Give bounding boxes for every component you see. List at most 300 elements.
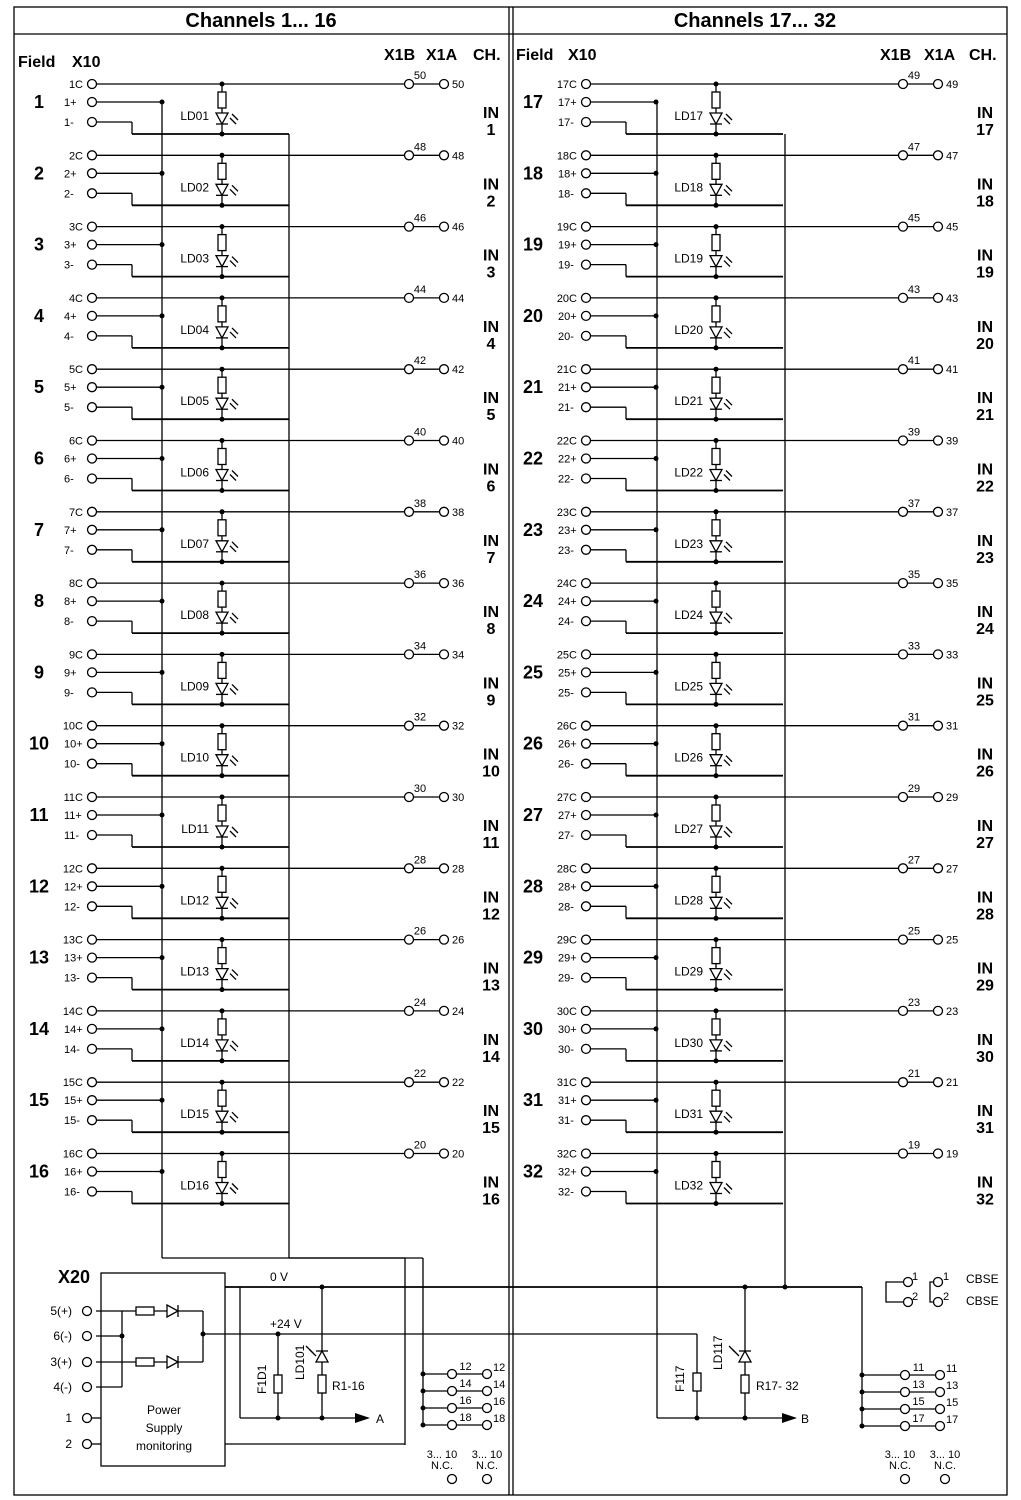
in-label: IN	[483, 1174, 499, 1192]
pair-terminal-b	[448, 1387, 457, 1396]
led-ray	[726, 542, 732, 548]
terminal-label-minus: 6-	[64, 473, 74, 486]
x1a-number: 46	[452, 221, 465, 234]
x1a-terminal	[440, 1006, 449, 1015]
channel-label: 1	[486, 122, 496, 139]
terminal-label-plus: 21+	[558, 382, 577, 395]
resistor-icon	[218, 805, 226, 821]
x1b-terminal	[405, 80, 414, 89]
arrow-a-label: A	[376, 1412, 385, 1426]
in-label: IN	[977, 247, 993, 265]
channel-number: 16	[28, 1161, 50, 1182]
led-icon	[216, 541, 228, 552]
led-icon	[216, 755, 228, 766]
node	[220, 1201, 225, 1206]
led-icon	[216, 113, 228, 124]
x1b-number: 38	[413, 497, 427, 510]
cbse-pin1-left: 1	[912, 1271, 919, 1283]
led-icon	[216, 470, 228, 481]
terminal-label-plus: 6+	[64, 453, 77, 466]
led-ray	[724, 831, 730, 837]
node	[714, 417, 719, 422]
terminal-label-minus: 30-	[558, 1043, 574, 1056]
node	[654, 741, 659, 746]
x10-terminal-minus	[582, 831, 591, 840]
x1b-number: 45	[907, 212, 921, 225]
in-label: IN	[483, 818, 499, 835]
terminal-label-c: 30C	[556, 1005, 577, 1018]
x1b-number: 47	[907, 141, 921, 154]
terminal-label-plus: 10+	[64, 738, 83, 751]
led-icon	[216, 1111, 228, 1122]
node	[714, 845, 719, 850]
x10-terminal-c	[582, 935, 591, 944]
terminal-label-c: 7C	[68, 506, 83, 519]
terminal-label-plus: 23+	[558, 524, 577, 537]
channel-24	[523, 569, 994, 638]
x1a-number: 27	[946, 863, 959, 876]
led-ray	[230, 1188, 236, 1194]
terminal-label-plus: 16+	[64, 1166, 83, 1179]
resistor-icon	[218, 948, 226, 964]
x10-terminal-c	[88, 793, 97, 802]
led-ray	[724, 902, 730, 908]
terminal-label-c: 16C	[62, 1148, 83, 1161]
x20-terminal-label: 5(+)	[50, 1304, 72, 1318]
led-label: LD04	[180, 322, 209, 337]
resistor-icon	[218, 235, 226, 251]
terminal-label-plus: 31+	[558, 1095, 577, 1108]
channel-16	[29, 1140, 500, 1209]
pair-terminal-b	[901, 1388, 910, 1397]
led-icon	[216, 327, 228, 338]
terminal-label-plus: 18+	[558, 168, 577, 181]
x1a-number: 24	[452, 1005, 465, 1018]
x10-terminal-plus	[582, 454, 591, 463]
resistor-icon	[712, 1019, 720, 1035]
node	[220, 845, 225, 850]
node	[220, 916, 225, 921]
in-label: IN	[483, 1031, 499, 1049]
resistor-icon	[712, 449, 720, 465]
led-icon	[710, 826, 722, 837]
led-icon	[710, 1040, 722, 1051]
cbse-pin2-right: 2	[943, 1291, 950, 1303]
x10-terminal-minus	[88, 189, 97, 198]
x1b-number: 29	[907, 783, 921, 795]
terminal-label-c: 23C	[556, 506, 577, 519]
node	[714, 488, 719, 493]
in-label: IN	[483, 247, 499, 265]
in-label: IN	[977, 176, 993, 194]
terminal-label-minus: 26-	[558, 758, 574, 771]
terminal-label-minus: 11-	[64, 830, 80, 842]
node	[654, 1026, 659, 1031]
x1b-number: 24	[413, 996, 427, 1009]
terminal-label-minus: 19-	[558, 259, 574, 272]
nc-terminal	[483, 1475, 492, 1484]
in-label: IN	[483, 105, 499, 122]
terminal-label-c: 3C	[68, 221, 83, 234]
x1b-number: 30	[413, 783, 427, 795]
channel-label: 20	[976, 335, 994, 353]
led-icon	[216, 612, 228, 623]
fuse-f1d1-icon	[274, 1375, 282, 1393]
x1b-number: 20	[413, 1139, 427, 1152]
x1a-terminal	[440, 365, 449, 374]
pair-number-a: 16	[493, 1396, 506, 1408]
x10-terminal-plus	[582, 311, 591, 320]
led-icon	[216, 683, 228, 694]
led-ray	[230, 688, 236, 694]
x1a-terminal	[934, 864, 943, 873]
channel-number: 15	[28, 1090, 50, 1111]
x1a-number: 35	[946, 578, 959, 591]
x1a-number: 49	[946, 79, 959, 91]
col-x1a-left: X1A	[426, 47, 458, 64]
x1a-terminal	[934, 935, 943, 944]
channel-number: 3	[33, 234, 45, 255]
node	[220, 203, 225, 208]
channel-label: 26	[976, 763, 994, 781]
resistor-icon	[218, 876, 226, 892]
x1a-number: 50	[452, 79, 465, 91]
terminal-label-minus: 28-	[558, 901, 574, 914]
channel-label: 13	[482, 977, 500, 995]
channel-label: 28	[976, 906, 994, 924]
terminal-label-minus: 32-	[558, 1186, 574, 1199]
node	[654, 456, 659, 461]
x10-terminal-c	[582, 222, 591, 231]
terminal-label-c: 32C	[556, 1148, 577, 1161]
x1a-terminal	[440, 650, 449, 659]
node	[421, 1389, 426, 1394]
led-ray	[230, 118, 236, 124]
node	[695, 1416, 700, 1421]
led-ld117-icon	[739, 1351, 751, 1362]
channel-31	[523, 1068, 994, 1137]
resistor-icon	[712, 235, 720, 251]
resistor-icon	[218, 449, 226, 465]
resistor-icon	[218, 734, 226, 750]
led-icon	[710, 897, 722, 908]
channel-12	[29, 854, 500, 923]
x10-terminal-plus	[582, 240, 591, 249]
led-ray	[726, 185, 732, 191]
terminal-label-minus: 10-	[64, 758, 80, 771]
led-label: LD02	[180, 180, 209, 195]
terminal-label-c: 6C	[68, 435, 83, 448]
cbse-pin2-left: 2	[912, 1291, 919, 1303]
channel-label: 8	[486, 621, 496, 639]
led-ray	[232, 542, 238, 548]
resistor-icon	[712, 876, 720, 892]
x1a-terminal	[440, 1078, 449, 1087]
led-label: LD29	[674, 964, 703, 979]
resistor-icon	[218, 306, 226, 322]
in-label: IN	[483, 604, 499, 622]
r1-16-label: R1-16	[332, 1379, 365, 1393]
cbse-terminal	[934, 1298, 943, 1307]
led-icon	[710, 256, 722, 267]
node	[714, 345, 719, 350]
led-label: LD21	[674, 394, 703, 409]
power-box-line3: monitoring	[135, 1439, 193, 1453]
channel-label: 18	[976, 193, 994, 211]
channel-9	[34, 640, 499, 709]
terminal-label-plus: 5+	[64, 382, 77, 395]
x10-terminal-minus	[582, 545, 591, 554]
node	[714, 631, 719, 636]
zero-v-label: 0 V	[270, 1270, 289, 1284]
x1b-terminal	[405, 1149, 414, 1158]
channel-number: 31	[522, 1090, 544, 1111]
channel-22	[523, 427, 994, 496]
x1b-terminal	[405, 151, 414, 160]
terminal-label-plus: 25+	[558, 667, 577, 680]
node	[860, 1390, 865, 1395]
channel-number: 18	[522, 163, 544, 184]
led-ray	[230, 760, 236, 766]
led-ray	[232, 257, 238, 263]
led-ray	[726, 399, 732, 405]
terminal-label-plus: 11+	[64, 810, 82, 822]
terminal-label-c: 21C	[556, 364, 577, 377]
x10-terminal-minus	[88, 759, 97, 768]
x1a-terminal	[440, 222, 449, 231]
led-ray	[232, 1041, 238, 1047]
x10-terminal-plus	[88, 525, 97, 534]
power-box-line2: Supply	[145, 1421, 183, 1435]
channel-number: 23	[522, 519, 544, 540]
x1b-terminal	[899, 1078, 908, 1087]
x10-terminal-c	[582, 793, 591, 802]
x1a-terminal	[440, 1149, 449, 1158]
terminal-label-minus: 4-	[64, 330, 74, 343]
led-label: LD10	[180, 750, 209, 765]
terminal-label-c: 13C	[62, 934, 83, 947]
channel-number: 22	[522, 448, 544, 469]
terminal-label-c: 15C	[62, 1077, 83, 1090]
nc-range-left-b: 3... 10	[426, 1449, 458, 1461]
terminal-label-minus: 18-	[558, 188, 574, 201]
resistor-r1-16-icon	[318, 1375, 326, 1393]
x10-terminal-plus	[88, 454, 97, 463]
led-label: LD17	[674, 109, 703, 123]
x1b-number: 21	[907, 1068, 921, 1081]
terminal-label-c: 9C	[68, 649, 83, 662]
cbse-terminal	[934, 1278, 943, 1287]
x10-terminal-plus	[582, 525, 591, 534]
led-ray	[232, 328, 238, 334]
resistor-icon	[218, 520, 226, 536]
cbse-label-2: CBSE	[966, 1294, 999, 1308]
terminal-label-c: 4C	[68, 292, 83, 305]
led-ray	[724, 617, 730, 623]
terminal-label-c: 31C	[556, 1077, 577, 1090]
x10-terminal-minus	[88, 902, 97, 911]
x20-terminal-label: 1	[65, 1411, 72, 1425]
nc-range-left-a: 3... 10	[471, 1449, 503, 1461]
x10-terminal-c	[88, 365, 97, 374]
led-label: LD24	[674, 608, 703, 623]
channel-label: 15	[482, 1120, 500, 1138]
resistor-icon	[712, 805, 720, 821]
node	[654, 813, 659, 818]
x10-terminal-plus	[88, 1024, 97, 1033]
terminal-label-minus: 9-	[64, 687, 74, 700]
x10-terminal-minus	[88, 118, 97, 127]
x1b-number: 23	[907, 996, 921, 1009]
x10-terminal-minus	[582, 403, 591, 412]
channel-label: 23	[976, 549, 994, 567]
terminal-label-c: 25C	[556, 649, 577, 662]
x1b-number: 34	[413, 640, 427, 653]
channel-label: 9	[486, 692, 496, 710]
node	[714, 987, 719, 992]
x1a-number: 38	[452, 506, 465, 519]
terminal-label-minus: 24-	[558, 616, 574, 629]
node	[220, 773, 225, 778]
led-ray	[232, 756, 238, 762]
x1b-number: 27	[907, 854, 921, 867]
resistor-icon	[218, 163, 226, 179]
led-ray	[724, 475, 730, 481]
terminal-label-minus: 13-	[64, 972, 80, 985]
x1b-terminal	[899, 436, 908, 445]
cbse-label-1: CBSE	[966, 1272, 999, 1286]
in-label: IN	[483, 1103, 499, 1121]
channel-number: 27	[522, 805, 544, 825]
node	[421, 1372, 426, 1377]
node	[654, 385, 659, 390]
x1a-number: 37	[946, 506, 959, 519]
channel-number: 24	[522, 591, 544, 612]
pair-number-b: 11	[912, 1362, 925, 1374]
node	[421, 1406, 426, 1411]
pair-terminal-b	[448, 1421, 457, 1430]
col-x1b-left: X1B	[384, 47, 416, 64]
x1b-number: 31	[907, 711, 921, 724]
terminal-label-plus: 13+	[64, 952, 83, 965]
x1b-terminal	[405, 579, 414, 588]
terminal-label-plus: 26+	[558, 738, 577, 751]
resistor-icon	[712, 591, 720, 607]
channel-number: 26	[522, 733, 544, 754]
channel-number: 13	[28, 947, 50, 968]
terminal-label-plus: 4+	[64, 310, 77, 323]
x1b-terminal	[899, 293, 908, 302]
node	[714, 773, 719, 778]
channel-label: 11	[482, 835, 500, 852]
channel-29	[523, 926, 994, 995]
terminal-label-plus: 30+	[558, 1023, 577, 1036]
channel-label: 21	[976, 407, 994, 425]
x10-terminal-plus	[88, 668, 97, 677]
channel-label: 4	[486, 335, 496, 353]
x1b-terminal	[405, 365, 414, 374]
led-label: LD12	[180, 893, 209, 908]
x1b-terminal	[405, 1006, 414, 1015]
x10-terminal-plus	[88, 1167, 97, 1176]
led-icon	[710, 755, 722, 766]
pair-terminal-a	[483, 1421, 492, 1430]
x10-terminal-minus	[88, 545, 97, 554]
x10-terminal-c	[88, 151, 97, 160]
x20-terminal-label: 4(-)	[53, 1380, 72, 1394]
channel-23	[523, 498, 994, 567]
x10-terminal-minus	[88, 260, 97, 269]
power-box-line1: Power	[146, 1403, 182, 1417]
in-label: IN	[977, 889, 993, 907]
node	[860, 1407, 865, 1412]
terminal-label-c: 18C	[556, 150, 577, 163]
led-ray	[724, 688, 730, 694]
in-label: IN	[483, 176, 499, 194]
x1b-terminal	[899, 1006, 908, 1015]
channel-20	[523, 284, 994, 353]
in-label: IN	[977, 318, 993, 336]
x1b-terminal	[405, 507, 414, 516]
terminal-label-minus: 5-	[64, 402, 74, 415]
terminal-label-minus: 8-	[64, 616, 74, 629]
x1a-number: 47	[946, 150, 959, 163]
node	[860, 1373, 865, 1378]
x20-terminal-label: 6(-)	[53, 1329, 72, 1343]
terminal-label-plus: 22+	[558, 453, 577, 466]
led-icon	[710, 398, 722, 409]
resistor-icon	[218, 591, 226, 607]
x1a-number: 22	[452, 1077, 465, 1090]
node	[220, 417, 225, 422]
x10-terminal-c	[88, 436, 97, 445]
led-ld101-icon	[316, 1351, 328, 1362]
x10-terminal-c	[88, 222, 97, 231]
x10-terminal-c	[88, 650, 97, 659]
x1b-terminal	[899, 935, 908, 944]
channel-label: 30	[976, 1048, 994, 1066]
led-ray	[726, 613, 732, 619]
led-ray	[726, 1184, 732, 1190]
terminal-label-minus: 29-	[558, 972, 574, 985]
pair-number-a: 17	[946, 1414, 959, 1426]
node	[654, 242, 659, 247]
plus24-label: +24 V	[270, 1317, 302, 1331]
x1a-number: 28	[452, 863, 465, 876]
led-ray	[230, 261, 236, 267]
x10-terminal-plus	[88, 597, 97, 606]
terminal-label-minus: 21-	[558, 402, 574, 415]
channel-number: 4	[33, 305, 45, 326]
f117-label: F117	[673, 1365, 687, 1392]
x10-terminal-minus	[582, 1187, 591, 1196]
x1a-terminal	[440, 436, 449, 445]
x20-terminal	[83, 1358, 92, 1367]
in-label: IN	[977, 818, 993, 835]
x10-terminal-minus	[582, 1116, 591, 1125]
led-ray	[232, 970, 238, 976]
in-label: IN	[483, 675, 499, 693]
led-ray	[724, 189, 730, 195]
x10-terminal-minus	[88, 973, 97, 982]
pair-terminal-b	[901, 1371, 910, 1380]
node	[120, 1334, 125, 1339]
resistor-icon	[218, 92, 226, 108]
led-icon	[216, 184, 228, 195]
x1b-number: 46	[413, 212, 427, 225]
led-ray	[230, 831, 236, 837]
x1a-number: 25	[946, 934, 959, 947]
